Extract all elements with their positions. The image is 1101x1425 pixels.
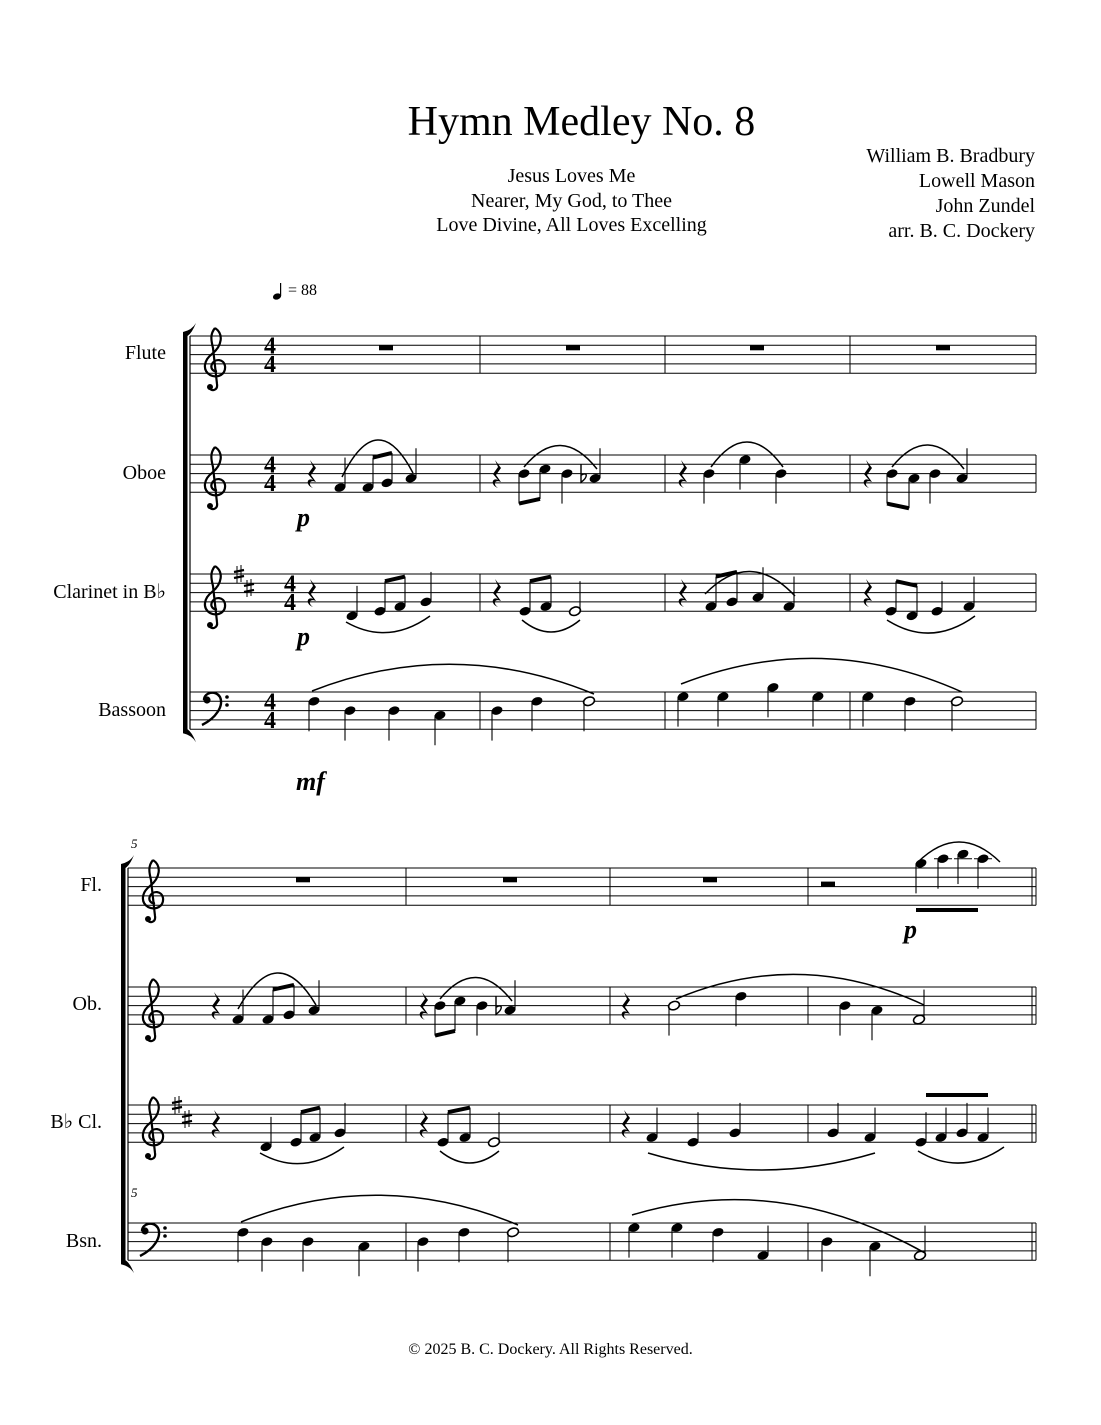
quarter-note	[914, 858, 927, 894]
time-signature	[284, 572, 296, 617]
quarter-note	[676, 691, 689, 727]
treble-clef-icon	[143, 1097, 163, 1159]
quarter-note	[289, 1112, 302, 1148]
quarter-note	[645, 1108, 658, 1144]
slur	[260, 1147, 344, 1164]
whole-rest	[296, 877, 310, 882]
subtitle-hymn-2: Nearer, My God, to Thee	[471, 189, 672, 212]
half-note	[912, 990, 925, 1026]
quarter-note	[357, 1241, 370, 1277]
quarter-note	[433, 1000, 446, 1036]
slur	[918, 1147, 1004, 1163]
bracket-bar	[121, 864, 126, 1264]
measure-number-system2-top: 5	[131, 836, 138, 851]
quarter-note	[811, 691, 824, 727]
slur	[346, 616, 430, 633]
quarter-note	[826, 1103, 839, 1139]
slur	[522, 620, 580, 632]
half-note	[667, 1000, 680, 1036]
quarter-note	[903, 696, 916, 732]
quarter-note	[581, 448, 602, 484]
half-note	[950, 696, 963, 732]
quarter-note	[928, 468, 941, 504]
half-note	[568, 581, 581, 617]
quarter-note	[231, 990, 244, 1026]
dynamics	[295, 503, 917, 944]
instrument-label-oboe-short: Ob.	[72, 993, 102, 1015]
slur	[524, 445, 597, 469]
treble-clef-icon	[205, 447, 225, 509]
quarter-note	[416, 1236, 429, 1272]
beam	[530, 577, 551, 582]
treble-clef-icon	[205, 328, 225, 390]
quarter-note	[870, 1005, 883, 1041]
time-signature	[264, 690, 276, 735]
slur	[238, 973, 316, 1009]
quarter-note	[343, 705, 356, 741]
score-title: Hymn Medley No. 8	[407, 99, 756, 145]
instrument-label-oboe: Oboe	[122, 462, 166, 484]
instrument-label-flute-short: Fl.	[80, 874, 102, 896]
treble-clef-icon	[143, 979, 163, 1041]
quarter-note	[907, 473, 920, 509]
half-rest	[821, 882, 835, 887]
quarter-note	[393, 577, 406, 613]
quarter-note	[260, 1236, 273, 1272]
quarter-note	[517, 468, 530, 504]
notes	[231, 448, 992, 1276]
quarter-note	[496, 980, 517, 1016]
quarter-note	[863, 1108, 876, 1144]
time-signatures	[264, 334, 296, 735]
quarter-note	[955, 1103, 968, 1139]
quarter-note	[704, 577, 717, 613]
half-note	[487, 1112, 500, 1148]
quarter-note	[905, 586, 918, 622]
quarter-note	[962, 577, 975, 613]
quarter-note	[868, 1241, 881, 1277]
quarter-note	[236, 1227, 249, 1263]
subtitle-hymn-3: Love Divine, All Loves Excelling	[436, 214, 707, 236]
time-signature	[264, 453, 276, 498]
slur	[440, 977, 512, 1001]
quarter-note	[333, 458, 346, 494]
slur	[241, 1195, 518, 1225]
quarter-note	[711, 1227, 724, 1263]
slur	[892, 445, 964, 469]
time-sig-numerator: 4	[264, 333, 276, 360]
quarter-note	[518, 581, 531, 617]
time-sig-numerator: 4	[264, 689, 276, 716]
system-brackets	[121, 323, 196, 1273]
quarter-note	[436, 1112, 449, 1148]
quarter-note	[702, 468, 715, 504]
tempo-value: = 88	[288, 282, 318, 299]
quarter-note	[387, 705, 400, 741]
composer-1: William B. Bradbury	[866, 145, 1035, 167]
slur	[440, 1151, 499, 1163]
slurs	[238, 440, 1004, 1253]
quarter-note	[308, 1108, 321, 1144]
quarter-note	[774, 468, 787, 504]
time-sig-denominator: 4	[284, 590, 296, 617]
quarter-note	[934, 853, 952, 889]
instrument-label-clarinet: Clarinet in B♭	[53, 581, 166, 603]
instrument-label-clarinet-short: B♭ Cl.	[50, 1111, 102, 1133]
quarter-note	[766, 682, 779, 718]
half-note	[913, 1226, 926, 1262]
quarter-note	[538, 463, 551, 499]
quarter-note	[307, 696, 320, 732]
slur	[312, 664, 594, 694]
treble-clef-icon	[205, 566, 225, 628]
quarter-note	[627, 1222, 640, 1258]
quarter-note	[282, 985, 295, 1021]
quarter-note	[560, 468, 573, 504]
quarter-note	[307, 980, 320, 1016]
quarter-note	[404, 448, 417, 484]
dynamic-bassoon: mf	[296, 767, 325, 796]
beam	[385, 577, 405, 582]
beam	[887, 504, 909, 509]
instrument-label-flute: Flute	[124, 342, 166, 364]
time-sig-numerator: 4	[264, 452, 276, 479]
quarter-note	[884, 581, 897, 617]
quarter-note	[756, 1226, 769, 1262]
beam	[301, 1108, 320, 1113]
quarter-note	[301, 1236, 314, 1272]
quarter-note	[345, 586, 358, 622]
treble-clef-icon	[143, 860, 163, 922]
quarter-note	[716, 691, 729, 727]
beam	[373, 453, 392, 458]
quarter-note	[934, 1108, 947, 1144]
bracket-bar	[183, 332, 188, 733]
slur	[887, 616, 975, 633]
time-sig-denominator: 4	[264, 708, 276, 735]
quarter-note	[738, 454, 751, 490]
quarter-note	[457, 1227, 470, 1263]
whole-rest	[503, 877, 517, 882]
slur	[648, 1153, 875, 1170]
quarter-note	[734, 991, 747, 1027]
quarter-note	[686, 1112, 699, 1148]
quarter-note	[458, 1108, 471, 1144]
time-sig-denominator: 4	[264, 352, 276, 379]
dynamic-clarinet: p	[297, 622, 310, 651]
quarter-note	[885, 468, 898, 504]
quarter-note	[373, 581, 386, 617]
whole-rest	[936, 345, 950, 350]
copyright-notice: © 2025 B. C. Dockery. All Rights Reserved.	[408, 1341, 693, 1358]
instrument-label-bassoon: Bassoon	[98, 699, 166, 721]
quarter-note	[453, 995, 466, 1031]
quarter-note	[490, 705, 503, 741]
quarter-note	[539, 577, 552, 613]
quarter-note	[670, 1222, 683, 1258]
subtitle-hymn-1: Jesus Loves Me	[507, 165, 636, 187]
quarter-note	[930, 581, 943, 617]
beam	[435, 1031, 455, 1036]
arranger: arr. B. C. Dockery	[888, 220, 1035, 242]
sharp-icon	[182, 1110, 192, 1128]
whole-rest	[379, 345, 393, 350]
whole-rest	[750, 345, 764, 350]
time-sig-denominator: 4	[264, 471, 276, 498]
beam	[519, 499, 540, 504]
dynamic-oboe: p	[297, 503, 310, 532]
quarter-note	[259, 1117, 272, 1153]
quarter-note	[976, 1108, 989, 1144]
instrument-label-bassoon-short: Bsn.	[65, 1230, 102, 1252]
quarter-note	[261, 990, 274, 1026]
quarter-note	[433, 710, 446, 746]
quarter-note	[974, 853, 992, 889]
quarter-note	[728, 1103, 741, 1139]
measure-number-system2-bassoon: 5	[131, 1185, 138, 1200]
composer-3: John Zundel	[935, 195, 1035, 217]
whole-rest	[566, 345, 580, 350]
quarter-note	[530, 696, 543, 732]
quarter-note	[954, 848, 972, 884]
time-signature	[264, 334, 276, 379]
quarter-note	[361, 458, 374, 494]
composer-2: Lowell Mason	[918, 170, 1035, 192]
slur	[676, 974, 924, 1005]
quarter-note	[333, 1103, 346, 1139]
quarter-note	[380, 453, 393, 489]
half-note	[582, 696, 595, 732]
dynamic-flute: p	[904, 915, 917, 944]
beam	[896, 581, 917, 586]
quarter-note	[914, 1112, 927, 1148]
quarter-note	[838, 1000, 851, 1036]
half-note	[506, 1227, 519, 1263]
quarter-note	[861, 691, 874, 727]
time-sig-numerator: 4	[284, 571, 296, 598]
slur	[681, 658, 962, 692]
beam	[273, 985, 294, 990]
quarter-note	[820, 1236, 833, 1272]
quarter-note	[419, 572, 432, 608]
whole-rest	[703, 877, 717, 882]
beam	[448, 1108, 470, 1113]
quarter-note	[475, 1000, 488, 1036]
sharp-icon	[244, 579, 254, 597]
